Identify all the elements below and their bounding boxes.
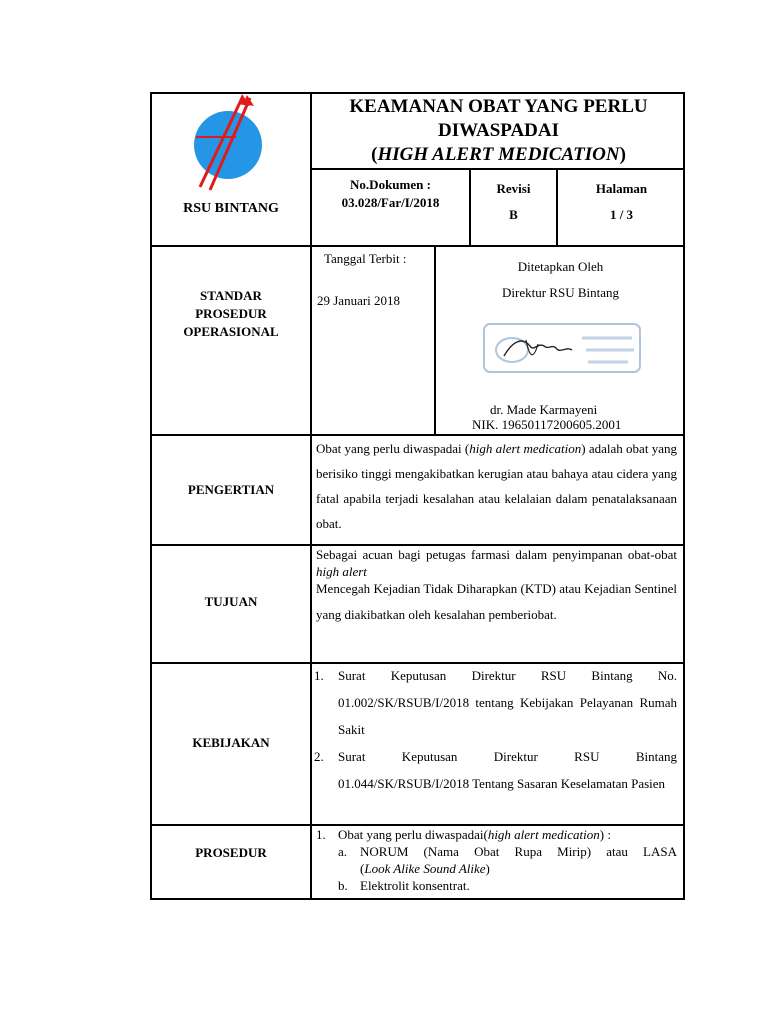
tujuan-line-1: Sebagai acuan bagi petugas farmasi dalam penyimpanan obat-obat high alert [316, 547, 677, 579]
list-item: 1. Obat yang perlu diwaspadai(high alert medication) : [316, 827, 611, 842]
issue-date-value: 29 Januari 2018 [317, 293, 401, 308]
title-italic: HIGH ALERT MEDICATION [377, 144, 620, 165]
pengertian-label: PENGERTIAN [187, 482, 275, 497]
issue-date-label: Tanggal Terbit : [324, 251, 407, 266]
spo-label: STANDAR PROSEDUR OPERASIONAL [183, 288, 279, 339]
divider-title-bottom [312, 168, 685, 170]
signature-stamp-icon [482, 320, 644, 378]
list-item: b. Elektrolit konsentrat. [338, 878, 470, 893]
document-title [312, 95, 685, 167]
list-item: 2. Surat Keputusan Direktur RSU Bintang 01.044/SK/RSUB/I/2018 Tentang Sasaran Keselamatan Pasien [314, 749, 677, 791]
kebijakan-label: KEBIJAKAN [192, 735, 270, 750]
approver-nik: NIK. 19650117200605.2001 [472, 417, 622, 432]
revision-value: B [509, 207, 518, 222]
tujuan-label: TUJUAN [204, 594, 258, 609]
divider-left-column [310, 92, 312, 900]
doc-number-cell [312, 176, 469, 212]
list-item: a. NORUM (Nama Obat Rupa Mirip) atau LASA (Look Alike Sound Alike) [338, 844, 677, 876]
title-line-1: KEAMANAN OBAT YANG PERLU [349, 96, 648, 117]
title-line-3: (HIGH ALERT MEDICATION) [371, 144, 626, 165]
kebijakan-list [314, 662, 677, 797]
revision-label: Revisi [496, 181, 531, 196]
page-cell [558, 176, 685, 228]
prosedur-label: PROSEDUR [195, 845, 267, 860]
hospital-logo-icon [190, 92, 270, 202]
divider-header-bottom [150, 245, 685, 247]
title-line-2: DIWASPADAI [437, 120, 560, 141]
doc-number-label: No.Dokumen : [350, 177, 431, 192]
tujuan-text [316, 546, 677, 628]
approver-name: dr. Made Karmayeni [490, 402, 598, 417]
list-item: 1. Surat Keputusan Direktur RSU Bintang No. 01.002/SK/RSUB/I/2018 tentang Kebijakan Pelayanan Rumah Sakit [314, 668, 677, 737]
approver-title: Direktur RSU Bintang [502, 285, 619, 300]
prosedur-list [316, 826, 677, 894]
doc-number-value: 03.028/Far/I/2018 [341, 195, 440, 210]
page-value: 1 / 3 [609, 207, 634, 222]
revision-cell [471, 176, 556, 228]
pengertian-text: Obat yang perlu diwaspadai (high alert medication) adalah obat yang berisiko tinggi mengakibatkan kerugian atau bahaya atau cidera yang fatal apabila terjadi kesalahan atau kelalaian dalam penatalaksanaan obat. [316, 441, 678, 531]
page-label: Halaman [595, 181, 648, 196]
hospital-name: RSU BINTANG [183, 201, 279, 216]
tujuan-line-2: Mencegah Kejadian Tidak Diharapkan (KTD) atau Kejadian Sentinel yang diakibatkan oleh kesalahan pemberiobat. [316, 581, 677, 622]
approved-by: Ditetapkan Oleh [517, 259, 604, 274]
